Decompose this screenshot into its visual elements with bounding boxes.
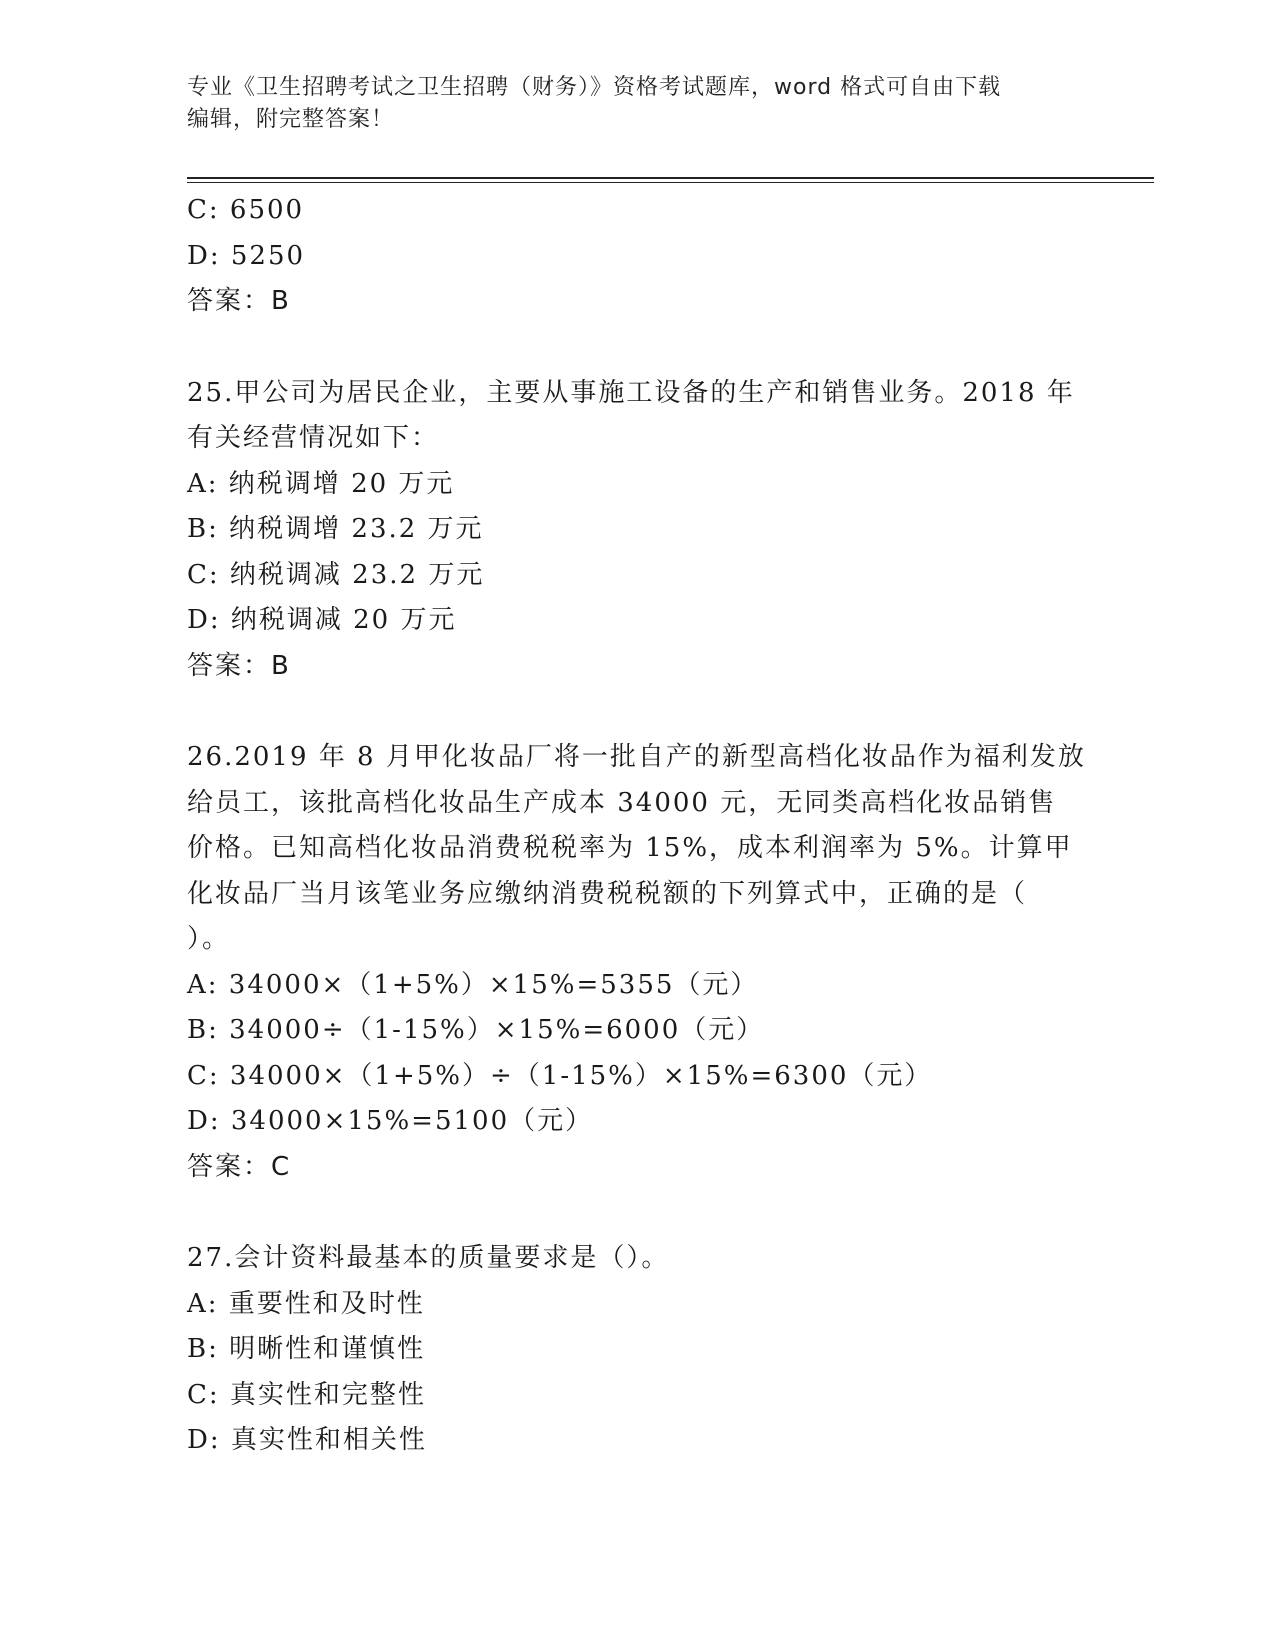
question-stem-line: 25.甲公司为居民企业，主要从事施工设备的生产和销售业务。2018 年 (187, 377, 1075, 408)
header-line-1: 专业《卫生招聘考试之卫生招聘（财务）》资格考试题库，word 格式可自由下载 (187, 75, 1002, 100)
option-d: D: 34000×15%=5100（元） (187, 1106, 594, 1136)
option-b: B: 34000÷（1-15%）×15%=6000（元） (187, 1015, 765, 1045)
question-stem-line: 价格。已知高档化妆品消费税税率为 15%，成本利润率为 5%。计算甲 (187, 833, 1073, 863)
option-c: C: 纳税调减 23.2 万元 (187, 559, 485, 590)
question-26 (187, 735, 1087, 1190)
answer-line: 答案：C (187, 1151, 292, 1182)
question-25 (187, 371, 1087, 690)
option-b: B: 明晰性和谨慎性 (187, 1334, 426, 1364)
question-content (187, 188, 1087, 1464)
option-a: A: 34000×（1+5%）×15%=5355（元） (187, 969, 759, 1000)
question-27 (187, 1236, 1087, 1464)
header-line-2: 编辑，附完整答案！ (187, 107, 395, 132)
question-stem-line: 化妆品厂当月该笔业务应缴纳消费税税额的下列算式中，正确的是（ (187, 878, 1028, 909)
document-header (187, 72, 1087, 136)
question-stem-line: 26.2019 年 8 月甲化妆品厂将一批自产的新型高档化妆品作为福利发放 (187, 742, 1086, 772)
option-b: B: 纳税调增 23.2 万元 (187, 514, 484, 544)
answer-line: 答案：B (187, 286, 291, 316)
header-rule-thick (187, 177, 1154, 179)
option-d: D: 真实性和相关性 (187, 1425, 427, 1455)
question-stem-line: ）。 (187, 924, 231, 954)
option-a: A: 重要性和及时性 (187, 1288, 425, 1319)
option-c: C: 34000×（1+5%）÷（1-15%）×15%=6300（元） (187, 1060, 933, 1091)
option-d: D: 5250 (187, 240, 306, 271)
option-c: C: 6500 (187, 195, 305, 225)
question-stem-line: 给员工，该批高档化妆品生产成本 34000 元，无同类高档化妆品销售 (187, 787, 1057, 818)
answer-line: 答案：B (187, 650, 291, 681)
question-stem-line: 27.会计资料最基本的质量要求是（）。 (187, 1243, 670, 1273)
option-c: C: 真实性和完整性 (187, 1379, 426, 1410)
question-stem-line: 有关经营情况如下： (187, 423, 440, 453)
header-rule-thin (187, 182, 1154, 183)
option-a: A: 纳税调增 20 万元 (187, 468, 455, 499)
option-d: D: 纳税调减 20 万元 (187, 605, 457, 635)
